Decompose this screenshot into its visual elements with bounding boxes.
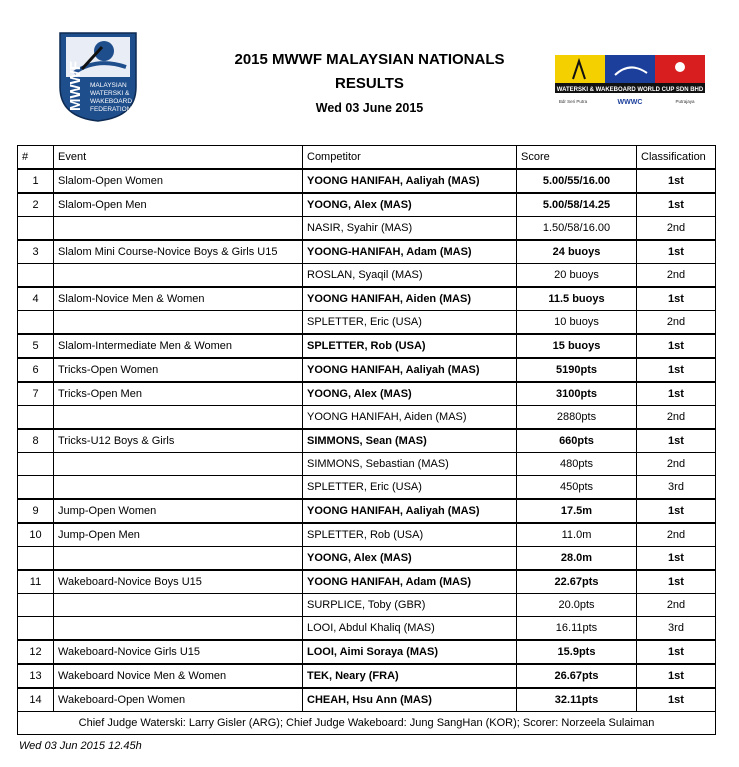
cell-num: 11 bbox=[18, 570, 54, 594]
cell-competitor: SPLETTER, Eric (USA) bbox=[303, 476, 517, 500]
mwwf-org-line-1: MALAYSIAN bbox=[90, 82, 127, 89]
cell-num bbox=[18, 594, 54, 617]
cell-score: 28.0m bbox=[517, 547, 637, 571]
cell-num: 5 bbox=[18, 334, 54, 358]
cell-event bbox=[54, 594, 303, 617]
table-row bbox=[18, 358, 716, 382]
table-row bbox=[18, 264, 716, 288]
table-header-row bbox=[18, 146, 716, 170]
cell-competitor: SIMMONS, Sebastian (MAS) bbox=[303, 453, 517, 476]
cell-classification: 2nd bbox=[637, 594, 716, 617]
cell-event: Slalom Mini Course-Novice Boys & Girls U15 bbox=[54, 240, 303, 264]
wwwc-right-text: Putrajaya bbox=[675, 99, 695, 104]
table-row bbox=[18, 217, 716, 241]
cell-score: 20.0pts bbox=[517, 594, 637, 617]
cell-score: 5.00/58/14.25 bbox=[517, 193, 637, 217]
cell-event bbox=[54, 264, 303, 288]
cell-num bbox=[18, 453, 54, 476]
table-row bbox=[18, 334, 716, 358]
cell-num bbox=[18, 617, 54, 641]
cell-num: 10 bbox=[18, 523, 54, 547]
table-row bbox=[18, 523, 716, 547]
cell-num: 1 bbox=[18, 169, 54, 193]
print-timestamp: Wed 03 Jun 2015 12.45h bbox=[19, 740, 142, 752]
cell-num: 6 bbox=[18, 358, 54, 382]
table-row bbox=[18, 688, 716, 712]
footer-row bbox=[18, 712, 716, 735]
cell-competitor: YOONG HANIFAH, Aaliyah (MAS) bbox=[303, 169, 517, 193]
cell-classification: 1st bbox=[637, 547, 716, 571]
cell-classification: 1st bbox=[637, 382, 716, 406]
cell-competitor: YOONG, Alex (MAS) bbox=[303, 382, 517, 406]
table-row bbox=[18, 476, 716, 500]
cell-competitor: YOONG-HANIFAH, Adam (MAS) bbox=[303, 240, 517, 264]
col-header-event: Event bbox=[54, 146, 303, 170]
table-row bbox=[18, 617, 716, 641]
cell-event bbox=[54, 547, 303, 571]
cell-classification: 3rd bbox=[637, 476, 716, 500]
cell-score: 32.11pts bbox=[517, 688, 637, 712]
cell-num: 4 bbox=[18, 287, 54, 311]
wwwc-left-text: Bdr Seri Putra bbox=[558, 99, 588, 104]
cell-num bbox=[18, 406, 54, 430]
cell-classification: 1st bbox=[637, 640, 716, 664]
wwwc-banner: WATERSKI & WAKEBOARD WORLD CUP SDN BHD bbox=[556, 87, 704, 93]
cell-event bbox=[54, 617, 303, 641]
cell-num: 2 bbox=[18, 193, 54, 217]
table-row bbox=[18, 570, 716, 594]
cell-competitor: SPLETTER, Rob (USA) bbox=[303, 334, 517, 358]
cell-competitor: NASIR, Syahir (MAS) bbox=[303, 217, 517, 241]
cell-score: 660pts bbox=[517, 429, 637, 453]
cell-num: 9 bbox=[18, 499, 54, 523]
cell-score: 11.0m bbox=[517, 523, 637, 547]
cell-score: 450pts bbox=[517, 476, 637, 500]
cell-event: Slalom-Open Men bbox=[54, 193, 303, 217]
cell-score: 15 buoys bbox=[517, 334, 637, 358]
cell-num bbox=[18, 217, 54, 241]
cell-classification: 1st bbox=[637, 499, 716, 523]
cell-competitor: SPLETTER, Rob (USA) bbox=[303, 523, 517, 547]
table-row bbox=[18, 169, 716, 193]
table-row bbox=[18, 594, 716, 617]
cell-event bbox=[54, 476, 303, 500]
cell-event: Jump-Open Women bbox=[54, 499, 303, 523]
cell-competitor: YOONG, Alex (MAS) bbox=[303, 193, 517, 217]
mwwf-logo-text: MWWF bbox=[67, 61, 84, 111]
cell-competitor: TEK, Neary (FRA) bbox=[303, 664, 517, 688]
cell-classification: 1st bbox=[637, 287, 716, 311]
table-row bbox=[18, 287, 716, 311]
cell-score: 5.00/55/16.00 bbox=[517, 169, 637, 193]
cell-classification: 1st bbox=[637, 664, 716, 688]
wwwc-logo-icon bbox=[555, 55, 705, 107]
cell-classification: 1st bbox=[637, 358, 716, 382]
cell-num: 14 bbox=[18, 688, 54, 712]
cell-event: Tricks-Open Women bbox=[54, 358, 303, 382]
mwwf-org-line-3: WAKEBOARD bbox=[90, 98, 133, 105]
page-subtitle: RESULTS bbox=[335, 75, 404, 92]
table-row bbox=[18, 640, 716, 664]
cell-event: Tricks-U12 Boys & Girls bbox=[54, 429, 303, 453]
page-date: Wed 03 June 2015 bbox=[315, 101, 424, 115]
col-header-competitor: Competitor bbox=[303, 146, 517, 170]
cell-classification: 2nd bbox=[637, 264, 716, 288]
cell-classification: 2nd bbox=[637, 311, 716, 335]
mwwf-org-line-2: WATERSKI & bbox=[90, 90, 130, 97]
cell-score: 3100pts bbox=[517, 382, 637, 406]
cell-classification: 1st bbox=[637, 240, 716, 264]
table-row bbox=[18, 547, 716, 571]
cell-competitor: YOONG HANIFAH, Aaliyah (MAS) bbox=[303, 499, 517, 523]
cell-score: 480pts bbox=[517, 453, 637, 476]
col-header-score: Score bbox=[517, 146, 637, 170]
cell-competitor: YOONG HANIFAH, Aaliyah (MAS) bbox=[303, 358, 517, 382]
cell-classification: 1st bbox=[637, 169, 716, 193]
table-row bbox=[18, 499, 716, 523]
cell-num: 8 bbox=[18, 429, 54, 453]
cell-competitor: LOOI, Abdul Khaliq (MAS) bbox=[303, 617, 517, 641]
col-header-classification: Classification bbox=[637, 146, 716, 170]
table-row bbox=[18, 406, 716, 430]
page-title: 2015 MWWF MALAYSIAN NATIONALS bbox=[234, 51, 505, 68]
cell-classification: 1st bbox=[637, 193, 716, 217]
cell-event: Slalom-Open Women bbox=[54, 169, 303, 193]
cell-num: 13 bbox=[18, 664, 54, 688]
cell-competitor: SIMMONS, Sean (MAS) bbox=[303, 429, 517, 453]
cell-competitor: YOONG, Alex (MAS) bbox=[303, 547, 517, 571]
table-row bbox=[18, 311, 716, 335]
cell-num: 3 bbox=[18, 240, 54, 264]
cell-competitor: SPLETTER, Eric (USA) bbox=[303, 311, 517, 335]
cell-score: 16.11pts bbox=[517, 617, 637, 641]
cell-classification: 1st bbox=[637, 429, 716, 453]
cell-num bbox=[18, 547, 54, 571]
cell-event: Jump-Open Men bbox=[54, 523, 303, 547]
cell-score: 15.9pts bbox=[517, 640, 637, 664]
table-row bbox=[18, 382, 716, 406]
cell-score: 1.50/58/16.00 bbox=[517, 217, 637, 241]
cell-score: 26.67pts bbox=[517, 664, 637, 688]
table-row bbox=[18, 193, 716, 217]
cell-classification: 2nd bbox=[637, 217, 716, 241]
cell-event: Tricks-Open Men bbox=[54, 382, 303, 406]
cell-classification: 1st bbox=[637, 334, 716, 358]
cell-score: 2880pts bbox=[517, 406, 637, 430]
results-table bbox=[17, 145, 716, 735]
cell-event: Wakeboard-Novice Boys U15 bbox=[54, 570, 303, 594]
cell-event bbox=[54, 453, 303, 476]
cell-event: Slalom-Intermediate Men & Women bbox=[54, 334, 303, 358]
col-header-num: # bbox=[18, 146, 54, 170]
cell-score: 17.5m bbox=[517, 499, 637, 523]
mwwf-org-line-4: FEDERATION bbox=[90, 106, 132, 113]
cell-classification: 1st bbox=[637, 688, 716, 712]
cell-competitor: ROSLAN, Syaqil (MAS) bbox=[303, 264, 517, 288]
table-row bbox=[18, 429, 716, 453]
wwwc-center-text: WWWC bbox=[617, 99, 643, 106]
cell-event bbox=[54, 217, 303, 241]
wwwc-logo bbox=[555, 55, 705, 107]
cell-event: Slalom-Novice Men & Women bbox=[54, 287, 303, 311]
cell-event: Wakeboard-Novice Girls U15 bbox=[54, 640, 303, 664]
cell-score: 20 buoys bbox=[517, 264, 637, 288]
cell-num bbox=[18, 264, 54, 288]
cell-event: Wakeboard-Open Women bbox=[54, 688, 303, 712]
results-body bbox=[18, 169, 716, 712]
table-row bbox=[18, 453, 716, 476]
cell-competitor: YOONG HANIFAH, Adam (MAS) bbox=[303, 570, 517, 594]
cell-score: 22.67pts bbox=[517, 570, 637, 594]
cell-classification: 1st bbox=[637, 570, 716, 594]
cell-competitor: CHEAH, Hsu Ann (MAS) bbox=[303, 688, 517, 712]
cell-event bbox=[54, 311, 303, 335]
cell-classification: 2nd bbox=[637, 453, 716, 476]
table-row bbox=[18, 664, 716, 688]
cell-competitor: YOONG HANIFAH, Aiden (MAS) bbox=[303, 406, 517, 430]
cell-num bbox=[18, 476, 54, 500]
cell-classification: 2nd bbox=[637, 406, 716, 430]
cell-score: 24 buoys bbox=[517, 240, 637, 264]
cell-classification: 3rd bbox=[637, 617, 716, 641]
cell-num: 12 bbox=[18, 640, 54, 664]
cell-num bbox=[18, 311, 54, 335]
cell-classification: 2nd bbox=[637, 523, 716, 547]
cell-competitor: YOONG HANIFAH, Aiden (MAS) bbox=[303, 287, 517, 311]
cell-competitor: LOOI, Aimi Soraya (MAS) bbox=[303, 640, 517, 664]
cell-score: 10 buoys bbox=[517, 311, 637, 335]
cell-score: 5190pts bbox=[517, 358, 637, 382]
table-row bbox=[18, 240, 716, 264]
cell-event: Wakeboard Novice Men & Women bbox=[54, 664, 303, 688]
cell-score: 11.5 buoys bbox=[517, 287, 637, 311]
cell-event bbox=[54, 406, 303, 430]
cell-competitor: SURPLICE, Toby (GBR) bbox=[303, 594, 517, 617]
cell-num: 7 bbox=[18, 382, 54, 406]
judges-footer: Chief Judge Waterski: Larry Gisler (ARG); Chief Judge Wakeboard: Jung SangHan (KOR); Scorer: Norzeela Sulaiman bbox=[18, 712, 716, 735]
